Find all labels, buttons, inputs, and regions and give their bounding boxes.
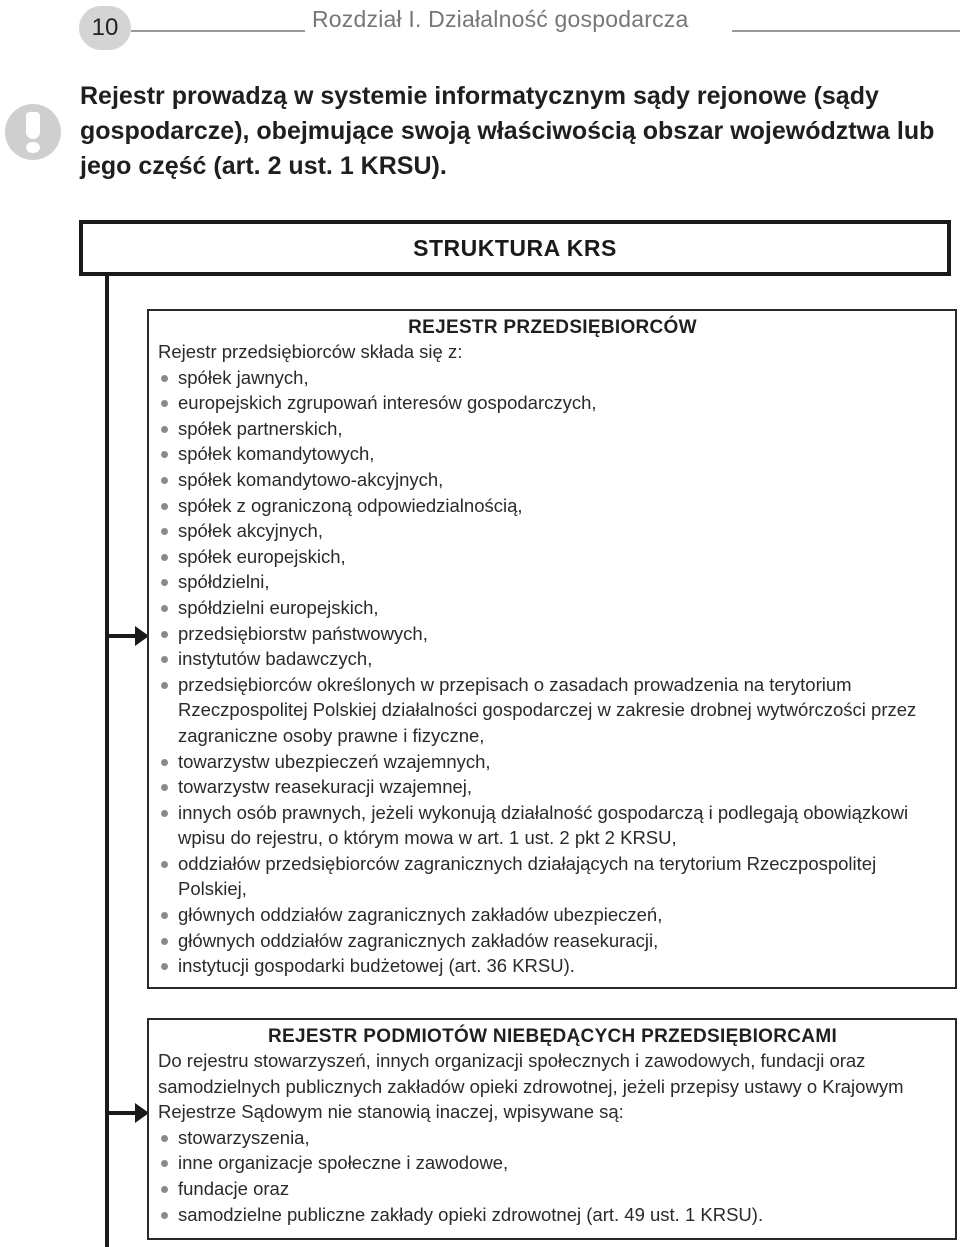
list-item: inne organizacje społeczne i zawodowe, (158, 1150, 947, 1176)
list-item: spółek jawnych, (158, 365, 947, 391)
list-item: towarzystw reasekuracji wzajemnej, (158, 774, 947, 800)
page-number: 10 (91, 14, 119, 41)
list-item: innych osób prawnych, jeżeli wykonują działalność gospodarczą i podlegają obowiązkowi wpisu do rejestru, o którym mowa w art. 1 ust. 2 pkt 2 KRSU, (158, 800, 947, 851)
entrepreneurs-register-box (147, 309, 957, 989)
list-item: spółek europejskich, (158, 544, 947, 570)
structure-title-box (79, 220, 951, 276)
non-entrepreneurs-register-intro: Do rejestru stowarzyszeń, innych organizacji społecznych i zawodowych, fundacji oraz samodzielnych publicznych zakładów opieki zdrowotnej, jeżeli przepisy ustawy o Krajowym Rejestrze Sądowym nie stanowią inaczej, wpisywane są: (158, 1050, 904, 1123)
list-item: spółek z ograniczoną odpowiedzialnością, (158, 493, 947, 519)
structure-title: STRUKTURA KRS (413, 234, 617, 261)
header-rule-right (732, 30, 960, 32)
list-item: spółdzielni europejskich, (158, 595, 947, 621)
list-item: instytucji gospodarki budżetowej (art. 36 KRSU). (158, 953, 947, 979)
list-item: głównych oddziałów zagranicznych zakładów reasekuracji, (158, 928, 947, 954)
arrow-right-icon (109, 634, 139, 638)
list-item: samodzielne publiczne zakłady opieki zdrowotnej (art. 49 ust. 1 KRSU). (158, 1202, 947, 1228)
arrow-right-icon (109, 1111, 139, 1115)
entrepreneurs-register-intro: Rejestr przedsiębiorców składa się z: (158, 341, 463, 362)
list-item: spółdzielni, (158, 569, 947, 595)
list-item: spółek komandytowych, (158, 441, 947, 467)
list-item: głównych oddziałów zagranicznych zakładów ubezpieczeń, (158, 902, 947, 928)
non-entrepreneurs-register-title: REJESTR PODMIOTÓW NIEBĘDĄCYCH PRZEDSIĘBIORCAMI (267, 1026, 838, 1047)
page-number-badge (79, 6, 131, 50)
list-item: towarzystw ubezpieczeń wzajemnych, (158, 749, 947, 775)
list-item: przedsiębiorstw państwowych, (158, 621, 947, 647)
list-item: europejskich zgrupowań interesów gospodarczych, (158, 390, 947, 416)
entrepreneurs-register-title: REJESTR PRZEDSIĘBIORCÓW (408, 317, 697, 338)
non-entrepreneurs-register-box (147, 1018, 957, 1240)
header-rule-left (131, 30, 305, 32)
connector-line (105, 276, 109, 1247)
list-item: spółek partnerskich, (158, 416, 947, 442)
list-item: instytutów badawczych, (158, 646, 947, 672)
entrepreneurs-list (158, 365, 947, 979)
list-item: spółek akcyjnych, (158, 518, 947, 544)
list-item: przedsiębiorców określonych w przepisach o zasadach prowadzenia na terytorium Rzeczpospolitej Polskiej działalności gospodarczej w zakresie drobnej wytwórczości przez zagraniczne osoby prawne i fizyczne, (158, 672, 947, 749)
notice-text: Rejestr prowadzą w systemie informatycznym sądy rejonowe (sądy gospodarcze), obejmujące swoją właściwością obszar województwa lub jego część (art. 2 ust. 1 KRSU). (80, 82, 935, 180)
list-item: fundacje oraz (158, 1176, 947, 1202)
chapter-title: Rozdział I. Działalność gospodarcza (312, 6, 689, 32)
list-item: spółek komandytowo-akcyjnych, (158, 467, 947, 493)
exclamation-icon (5, 104, 61, 160)
list-item: oddziałów przedsiębiorców zagranicznych działających na terytorium Rzeczpospolitej Polskiej, (158, 851, 947, 902)
non-entrepreneurs-list (158, 1125, 947, 1227)
list-item: stowarzyszenia, (158, 1125, 947, 1151)
